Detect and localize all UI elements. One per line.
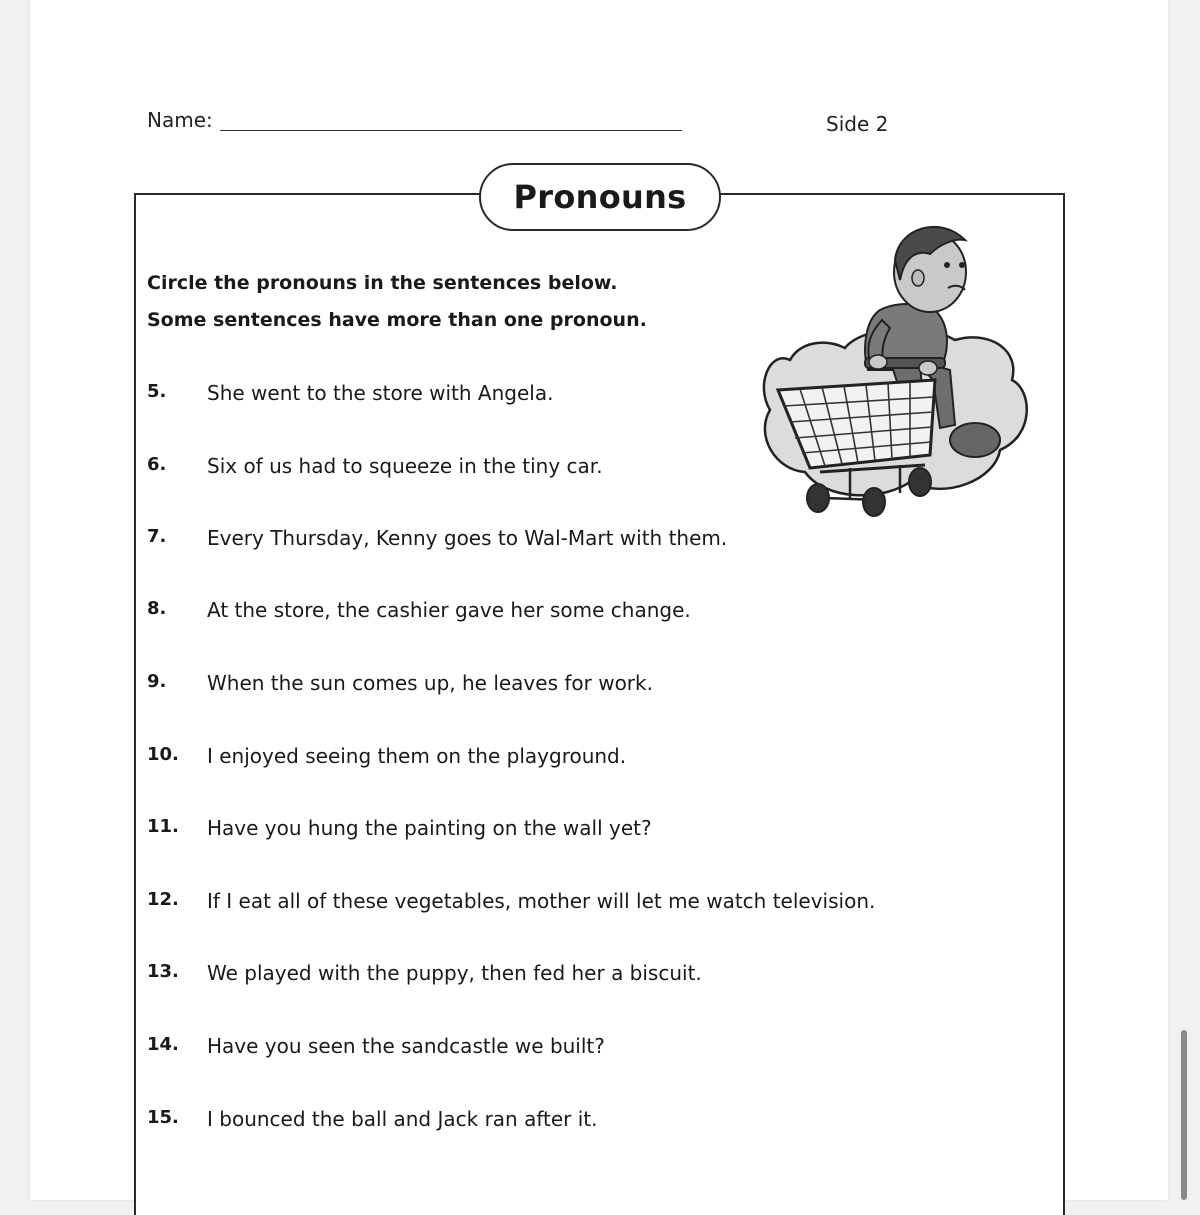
question-text: She went to the store with Angela.: [207, 381, 554, 405]
question-text: I enjoyed seeing them on the playground.: [207, 744, 627, 768]
side-label: Side 2: [826, 112, 889, 136]
question-text: If I eat all of these vegetables, mother will let me watch television.: [207, 889, 876, 913]
question-number: 8.: [147, 598, 167, 619]
question-text: Six of us had to squeeze in the tiny car.: [207, 454, 603, 478]
vertical-scrollbar[interactable]: [1181, 1030, 1187, 1200]
question-text: I bounced the ball and Jack ran after it.: [207, 1107, 598, 1131]
question-number: 12.: [147, 889, 179, 910]
question-number: 9.: [147, 671, 167, 692]
question-number: 15.: [147, 1107, 179, 1128]
name-blank-line: [220, 130, 682, 131]
question-text: Have you seen the sandcastle we built?: [207, 1034, 605, 1058]
man-pushing-shopping-cart-icon: [750, 210, 1035, 525]
question-number: 11.: [147, 816, 179, 837]
question-text: When the sun comes up, he leaves for work.: [207, 671, 653, 695]
question-number: 14.: [147, 1034, 179, 1055]
worksheet-title: [479, 163, 721, 231]
question-number: 6.: [147, 454, 167, 475]
instruction-line-1: Circle the pronouns in the sentences below.: [147, 272, 618, 294]
question-number: 7.: [147, 526, 167, 547]
name-label: Name:: [147, 108, 213, 132]
instruction-line-2: Some sentences have more than one pronoun.: [147, 309, 647, 331]
question-text: We played with the puppy, then fed her a biscuit.: [207, 961, 702, 985]
question-text: Have you hung the painting on the wall yet?: [207, 816, 652, 840]
worksheet-title-text: Pronouns: [513, 178, 687, 216]
question-text: At the store, the cashier gave her some change.: [207, 598, 691, 622]
question-text: Every Thursday, Kenny goes to Wal-Mart with them.: [207, 526, 728, 550]
question-number: 10.: [147, 744, 179, 765]
question-number: 13.: [147, 961, 179, 982]
question-number: 5.: [147, 381, 167, 402]
